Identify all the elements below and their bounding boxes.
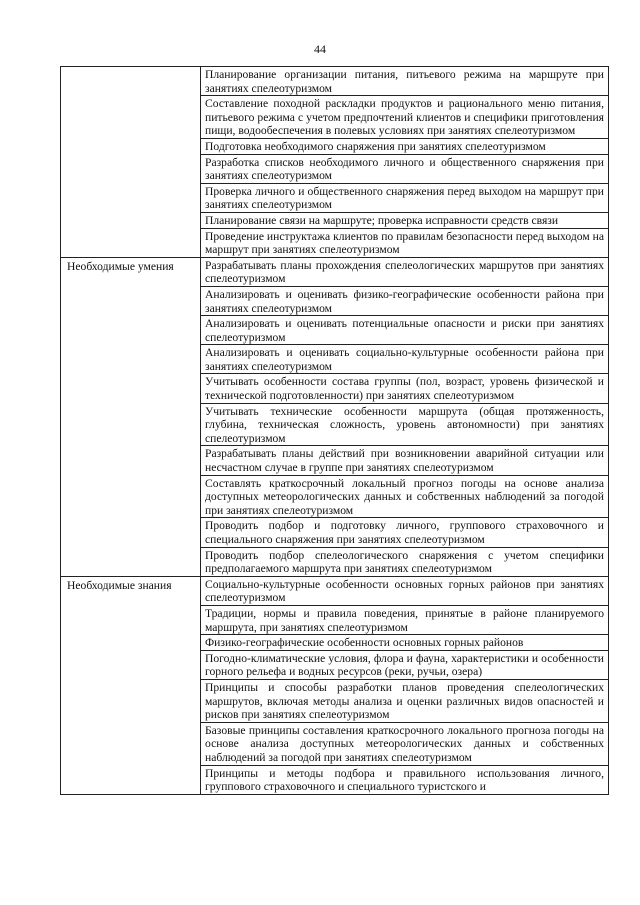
requirement-text: Подготовка необходимого снаряжения при занятиях спелеотуризмом (201, 138, 609, 154)
requirement-text: Принципы и методы подбора и правильного использования личного, группового страховочного и специального туристского и (201, 765, 609, 794)
requirement-text: Проверка личного и общественного снаряжения перед выходом на маршрут при занятиях спелеотуризмом (201, 183, 609, 212)
requirement-text: Анализировать и оценивать физико-географические особенности района при занятиях спелеотуризмом (201, 286, 609, 315)
requirement-text: Анализировать и оценивать социально-культурные особенности района при занятиях спелеотуризмом (201, 345, 609, 374)
requirement-text: Разрабатывать планы прохождения спелеологических маршрутов при занятиях спелеотуризмом (201, 257, 609, 286)
requirement-text: Традиции, нормы и правила поведения, принятые в районе планируемого маршрута, при занятиях спелеотуризмом (201, 605, 609, 634)
requirement-text: Проведение инструктажа клиентов по правилам безопасности перед выходом на маршрут при занятиях спелеотуризмом (201, 228, 609, 257)
requirement-text: Учитывать технические особенности маршрута (общая протяженность, глубина, техническая сложность, уровень автономности) при занятиях спелеотуризмом (201, 403, 609, 446)
table-row (61, 576, 609, 605)
requirement-text: Социально-культурные особенности основных горных районов при занятиях спелеотуризмом (201, 576, 609, 605)
table-row (61, 257, 609, 286)
page-number: 44 (314, 42, 326, 56)
requirement-text: Учитывать особенности состава группы (пол, возраст, уровень физической и технической подготовленности) при занятиях спелеотуризмом (201, 374, 609, 403)
requirement-text: Базовые принципы составления краткосрочного локального прогноза погоды на основе анализа доступных метеорологических данных и собственных наблюдений за погодой при занятиях спелеотуризмом (201, 722, 609, 765)
section-label: Необходимые умения (61, 257, 201, 576)
requirement-text: Составление походной раскладки продуктов и рационального меню питания, питьевого режима с учетом предпочтений клиентов и специфики приготовления пищи, водообеспечения в полевых условиях при занятиях спелеотуризмом (201, 96, 609, 139)
requirements-table (60, 66, 609, 795)
requirement-text: Разрабатывать планы действий при возникновении аварийной ситуации или несчастном случае в группе при занятиях спелеотуризмом (201, 446, 609, 475)
requirement-text: Проводить подбор спелеологического снаряжения с учетом специфики предполагаемого маршрута при занятиях спелеотуризмом (201, 547, 609, 576)
requirement-text: Проводить подбор и подготовку личного, группового страховочного и специального снаряжения при занятиях спелеотуризмом (201, 518, 609, 547)
requirement-text: Анализировать и оценивать потенциальные опасности и риски при занятиях спелеотуризмом (201, 316, 609, 345)
requirement-text: Погодно-климатические условия, флора и фауна, характеристики и особенности горного рельефа и водных ресурсов (реки, ручьи, озера) (201, 650, 609, 679)
requirement-text: Принципы и способы разработки планов проведения спелеологических маршрутов, включая методы анализа и оценки различных видов опасностей и рисков при занятиях спелеотуризмом (201, 679, 609, 722)
requirement-text: Физико-географические особенности основных горных районов (201, 635, 609, 651)
requirement-text: Составлять краткосрочный локальный прогноз погоды на основе анализа доступных метеорологических данных и собственных наблюдений за погодой при занятиях спелеотуризмом (201, 475, 609, 518)
requirement-text: Разработка списков необходимого личного и общественного снаряжения при занятиях спелеотуризмом (201, 154, 609, 183)
table-row (61, 67, 609, 96)
section-label: Необходимые знания (61, 576, 201, 794)
section-label (61, 67, 201, 258)
requirement-text: Планирование связи на маршруте; проверка исправности средств связи (201, 212, 609, 228)
requirement-text: Планирование организации питания, питьевого режима на маршруте при занятиях спелеотуризмом (201, 67, 609, 96)
